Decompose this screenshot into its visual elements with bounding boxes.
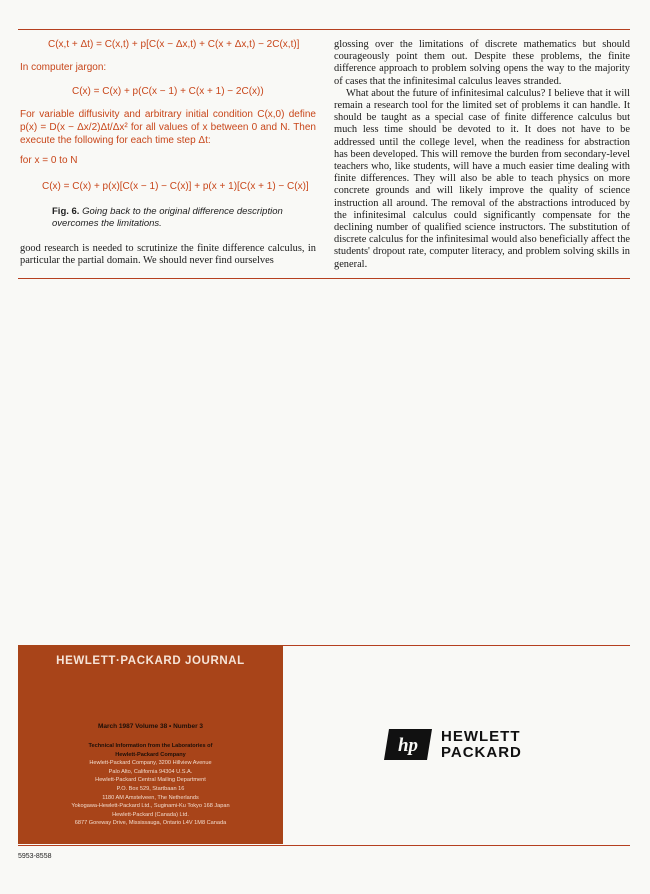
jargon-label: In computer jargon: <box>20 62 107 73</box>
wordmark-line-1: HEWLETT <box>441 728 521 745</box>
info-line: Yokogawa-Hewlett-Packard Ltd., Suginami-Ku Tokyo 168 Japan <box>71 803 230 810</box>
hp-logo-mark: hp <box>397 735 419 756</box>
equation-3: C(x) = C(x) + p(x)[C(x − 1) − C(x)] + p(x + 1)[C(x + 1) − C(x)] <box>42 181 309 192</box>
info-line: P.O. Box 529, Startbaan 16 <box>116 785 185 792</box>
left-column-text: good research is needed to scrutinize the finite difference calculus, in particular the partial domain. We should never find ourselves <box>20 243 316 267</box>
info-bold-2: Hewlett-Packard Company <box>115 751 186 758</box>
hp-wordmark <box>441 729 522 761</box>
top-rule <box>18 29 630 30</box>
equation-2: C(x) = C(x) + p(C(x − 1) + C(x + 1) − 2C(x)) <box>72 86 264 97</box>
info-line: Palo Alto, California 94304 U.S.A. <box>108 768 193 775</box>
publisher-info <box>18 742 283 828</box>
right-column-text <box>334 39 630 271</box>
info-bold-1: Technical Information from the Laboratories of <box>88 743 213 749</box>
info-line: Hewlett-Packard Central Mailing Department <box>95 777 206 784</box>
middle-rule <box>18 278 630 279</box>
journal-masthead <box>18 645 283 844</box>
figure-paragraph: For variable diffusivity and arbitrary initial condition C(x,0) define p(x) = D(x − Δx/2)Δt/Δx² for all values of x between 0 and N. Then execute the following for each time step Δt: <box>20 109 316 146</box>
info-line: Hewlett-Packard Company, 3200 Hillview Avenue <box>89 760 212 767</box>
figure-6-block <box>20 34 320 240</box>
figure-caption <box>52 206 318 230</box>
bottom-rule-right <box>283 645 630 646</box>
info-line: 6877 Goreway Drive, Mississauga, Ontario L4V 1M8 Canada <box>74 820 227 827</box>
right-paragraph-2: What about the future of infinitesimal calculus? I believe that it will remain a research tool for the limited set of problems it can handle. It should be taught as a special case of finite difference calculus but much less time should be devoted to it. It does not have to be addressed until the college level, when the readiness for abstraction has been developed. This will remove the burden from secondary-level teachers who, like students, will have a much easier time dealing with finite differences. They will also be able to teach physics on more concrete grounds and will likely improve the quality of science instruction all around. The removal of the abstractions introduced by the infinitesimal calculus could significantly compensate for the declining number of qualified science instructors. The substitution of discrete calculus for the infinitesimal would also beneficially affect the students' dropout rate, computer literacy, and problem solving skills in general. <box>334 87 630 270</box>
info-line: Hewlett-Packard (Canada) Ltd. <box>112 811 189 818</box>
right-paragraph-1: glossing over the limitations of discrete mathematics but should courageously point them out. Despite these problems, the finite difference approach to problem solving opens the way to the majority of cases that the infinitesimal calculus leaves stranded. <box>334 39 630 87</box>
for-loop-line: for x = 0 to N <box>20 155 78 166</box>
caption-text: Going back to the original difference description overcomes the limitations. <box>52 206 283 229</box>
journal-title: HEWLETT·PACKARD JOURNAL <box>56 655 245 667</box>
equation-1: C(x,t + Δt) = C(x,t) + p[C(x − Δx,t) + C(x + Δx,t) − 2C(x,t)] <box>48 39 300 50</box>
wordmark-line-2: PACKARD <box>441 744 522 761</box>
info-line: 1180 AM Amstelveen, The Netherlands <box>102 794 199 801</box>
part-number: 5953-8558 <box>18 853 52 860</box>
hp-logo-icon <box>383 728 433 761</box>
bottom-rule-low <box>18 845 630 846</box>
issue-line: March 1987 Volume 38 • Number 3 <box>97 723 204 730</box>
caption-label: Fig. 6. <box>52 206 80 217</box>
